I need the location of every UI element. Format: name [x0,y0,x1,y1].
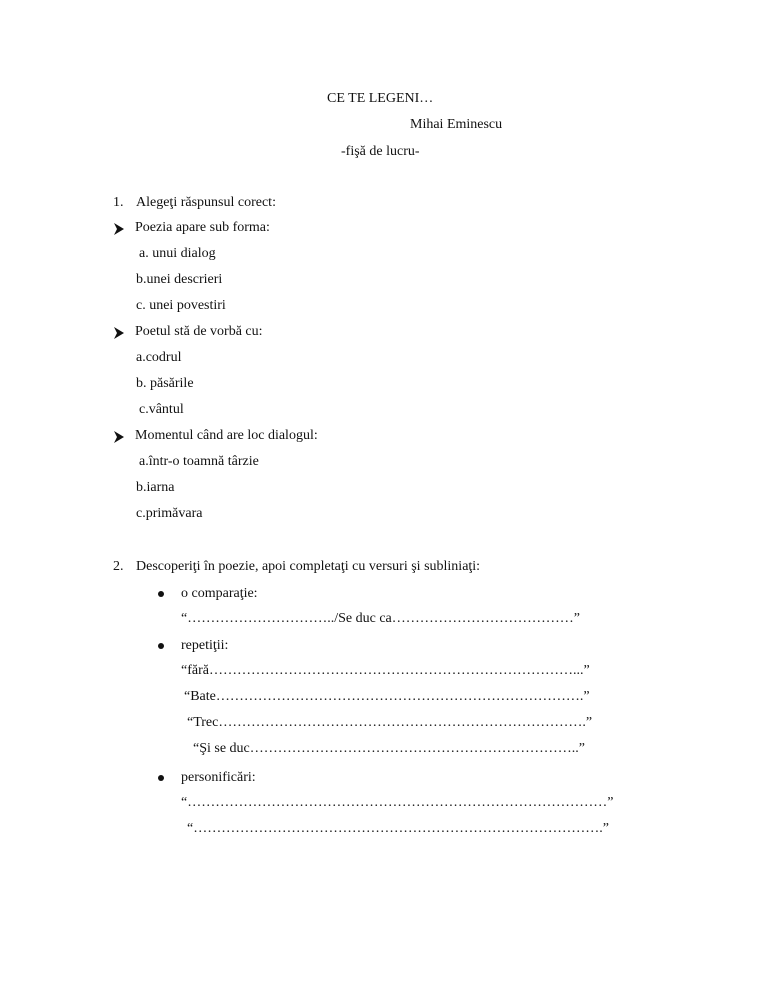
option-1b: b.unei descrieri [136,272,223,287]
arrow-bullet-icon [114,223,124,235]
option-3a: a.într-o toamnă târzie [139,454,259,469]
option-3b: b.iarna [136,480,175,495]
personification-fill-line-2: “…………………………………………………………………………….” [187,821,609,836]
repetition-fill-line-1: “fără……………………………………………………………………...” [181,663,590,678]
comparison-fill-line: “…………………………../Se duc ca…………………………………” [181,611,580,626]
arrow-bullet-icon [114,431,124,443]
question-1-number: 1. [113,195,124,210]
bullet-dot-icon [158,643,164,649]
bullet-dot-icon [158,775,164,781]
section-personifications-label: personificări: [181,770,256,785]
option-2b: b. păsările [136,376,194,391]
question-1-item-1: Poezia apare sub forma: [135,220,270,235]
option-3c: c.primăvara [136,506,203,521]
bullet-dot-icon [158,591,164,597]
question-2-number: 2. [113,559,124,574]
author-name: Mihai Eminescu [410,117,503,132]
question-1-prompt: Alegeţi răspunsul corect: [136,195,276,210]
option-2a: a.codrul [136,350,182,365]
question-2-prompt: Descoperiţi în poezie, apoi completaţi cu versuri şi subliniaţi: [136,559,481,574]
repetition-fill-line-3: “Trec…………………………………………………………………….” [187,715,593,730]
personification-fill-line-1: “………………………………………………………………………………” [181,795,614,810]
repetition-fill-line-2: “Bate…………………………………………………………………….” [184,689,590,704]
arrow-bullet-icon [114,327,124,339]
question-1-item-2: Poetul stă de vorbă cu: [135,324,263,339]
option-2c: c.vântul [139,402,184,417]
section-comparison-label: o comparaţie: [181,586,258,601]
worksheet-title: CE TE LEGENI… [327,91,434,106]
repetition-fill-line-4: “Şi se duc……………………………………………………………..” [193,741,585,756]
worksheet-subtitle: -fişă de lucru- [341,144,420,159]
option-1a: a. unui dialog [139,246,216,261]
option-1c: c. unei povestiri [136,298,226,313]
question-1-item-3: Momentul când are loc dialogul: [135,428,318,443]
section-repetitions-label: repetiţii: [181,638,229,653]
